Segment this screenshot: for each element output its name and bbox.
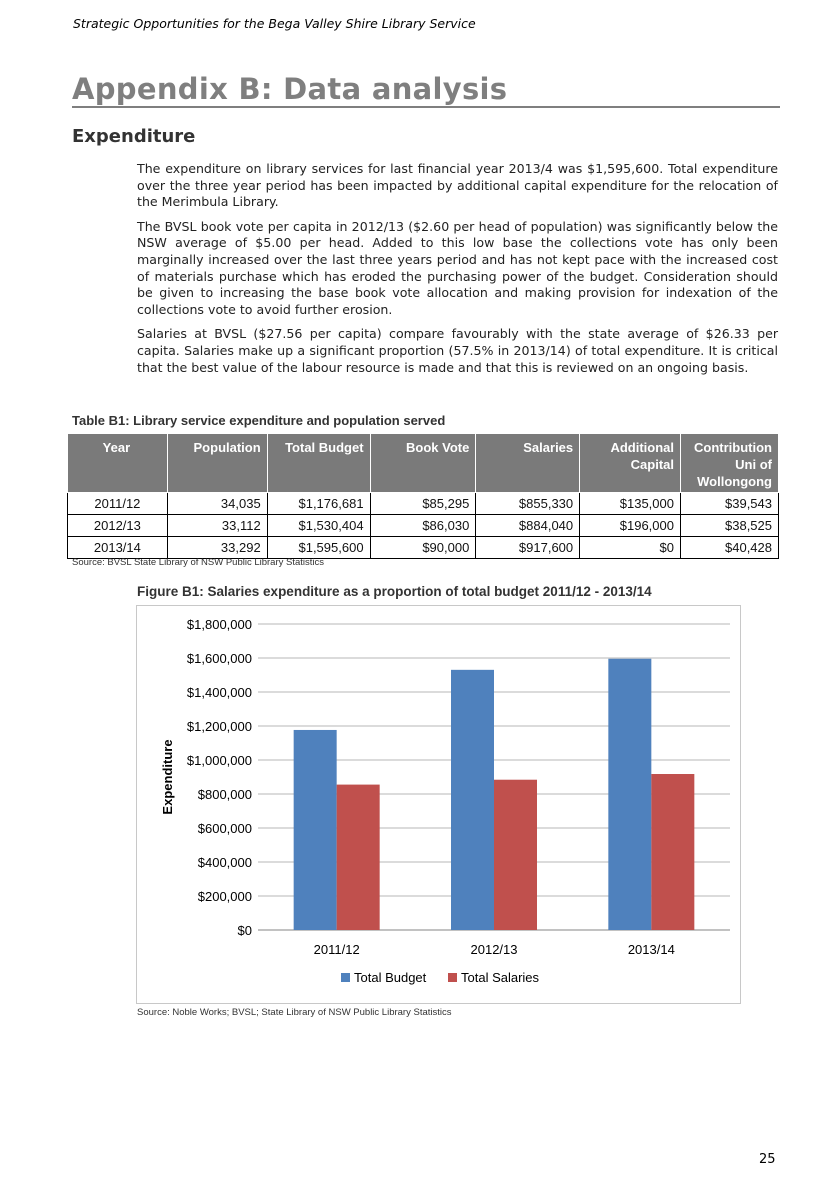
y-tick-label: $1,800,000	[186, 617, 252, 632]
cell-additional-capital: $196,000	[580, 515, 681, 537]
y-tick-label: $600,000	[197, 821, 252, 836]
y-tick-label: $0	[237, 923, 252, 938]
bar-total-salaries	[337, 785, 380, 930]
bar-total-budget	[608, 659, 651, 930]
bar-total-salaries	[651, 774, 694, 930]
cell-year: 2012/13	[68, 515, 168, 537]
salaries-bar-chart	[137, 606, 740, 1003]
cell-book-vote: $85,295	[370, 493, 476, 515]
cell-book-vote: $90,000	[370, 537, 476, 559]
title-rule	[72, 106, 780, 108]
expenditure-table	[67, 433, 779, 559]
cell-additional-capital: $0	[580, 537, 681, 559]
x-tick-label: 2011/12	[313, 942, 360, 957]
paragraph-expenditure: The expenditure on library services for last financial year 2013/4 was $1,595,600. Total expenditure over the three year period has been impacted by additional capital expenditure for the relocation of the Merimbula Library.	[137, 161, 778, 210]
header-book-vote: Book Vote	[370, 434, 476, 493]
cell-contribution: $39,543	[681, 493, 779, 515]
paragraph-salaries: Salaries at BVSL ($27.56 per capita) compare favourably with the state average of $26.33 per capita. Salaries make up a significant proportion (57.5% in 2013/14) of total expenditure. It is critical that the best value of the labour resource is made and that this is reviewed on an ongoing basis.	[137, 326, 778, 375]
page-number: 25	[759, 1152, 776, 1167]
cell-year: 2011/12	[68, 493, 168, 515]
y-tick-label: $800,000	[197, 787, 252, 802]
legend-label: Total Salaries	[461, 970, 540, 985]
bar-total-budget	[294, 730, 337, 930]
header-salaries: Salaries	[476, 434, 580, 493]
cell-salaries: $884,040	[476, 515, 580, 537]
cell-year: 2013/14	[68, 537, 168, 559]
cell-population: 33,292	[167, 537, 267, 559]
chart-frame	[136, 605, 741, 1004]
bar-total-salaries	[494, 780, 537, 930]
y-tick-label: $400,000	[197, 855, 252, 870]
header-additional-capital: Additional Capital	[580, 434, 681, 493]
cell-total-budget: $1,530,404	[267, 515, 370, 537]
table-caption: Table B1: Library service expenditure and population served	[72, 413, 446, 428]
y-tick-label: $200,000	[197, 889, 252, 904]
table-header-row	[68, 434, 779, 493]
page-title: Appendix B: Data analysis	[72, 72, 508, 106]
table-row	[68, 515, 779, 537]
figure-caption: Figure B1: Salaries expenditure as a proportion of total budget 2011/12 - 2013/14	[137, 584, 652, 599]
table-row	[68, 537, 779, 559]
table-row	[68, 493, 779, 515]
x-tick-label: 2012/13	[470, 942, 518, 957]
cell-contribution: $38,525	[681, 515, 779, 537]
header-total-budget: Total Budget	[267, 434, 370, 493]
cell-book-vote: $86,030	[370, 515, 476, 537]
table-source: Source: BVSL State Library of NSW Public Library Statistics	[72, 557, 325, 568]
figure-source: Source: Noble Works; BVSL; State Library of NSW Public Library Statistics	[137, 1007, 452, 1018]
x-tick-label: 2013/14	[627, 942, 675, 957]
cell-total-budget: $1,595,600	[267, 537, 370, 559]
y-tick-label: $1,000,000	[186, 753, 252, 768]
header-year: Year	[68, 434, 168, 493]
y-axis-title: Expenditure	[160, 739, 175, 815]
cell-salaries: $917,600	[476, 537, 580, 559]
bar-total-budget	[451, 670, 494, 930]
cell-population: 33,112	[167, 515, 267, 537]
cell-population: 34,035	[167, 493, 267, 515]
paragraph-book-vote: The BVSL book vote per capita in 2012/13 ($2.60 per head of population) was significantly below the NSW average of $5.00 per head. Added to this low base the collections vote has only been marginally increased over the last three years period and has not kept pace with the increased cost of materials purchase which has eroded the purchasing power of the budget. Consideration should be given to increasing the base book vote allocation and making provision for indexation of the collections vote to avoid further erosion.	[137, 218, 778, 317]
cell-additional-capital: $135,000	[580, 493, 681, 515]
legend-label: Total Budget	[354, 970, 427, 985]
running-header: Strategic Opportunities for the Bega Valley Shire Library Service	[73, 16, 476, 31]
cell-salaries: $855,330	[476, 493, 580, 515]
cell-contribution: $40,428	[681, 537, 779, 559]
legend-swatch-total-budget	[341, 973, 350, 982]
y-tick-label: $1,600,000	[186, 651, 252, 666]
legend-swatch-total-salaries	[448, 973, 457, 982]
header-contribution: Contribution Uni of Wollongong	[681, 434, 779, 493]
cell-total-budget: $1,176,681	[267, 493, 370, 515]
header-population: Population	[167, 434, 267, 493]
y-tick-label: $1,400,000	[186, 685, 252, 700]
body-text	[137, 161, 778, 384]
section-heading: Expenditure	[72, 126, 196, 147]
y-tick-label: $1,200,000	[186, 719, 252, 734]
